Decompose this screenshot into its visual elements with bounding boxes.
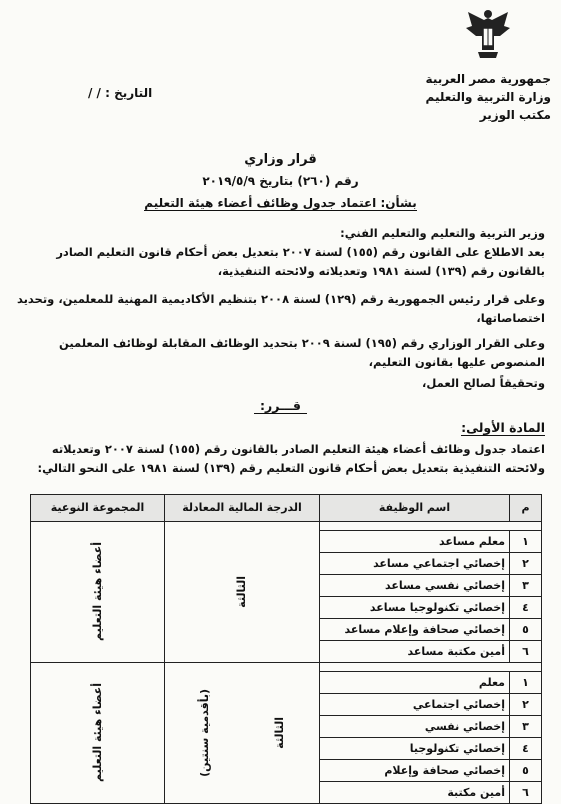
group2-grade-note: (بأقدمية سنتين) [197, 689, 211, 777]
header-group: المجموعة النوعية [31, 495, 165, 522]
group2-group-cell [31, 663, 165, 804]
article-one-label: المادة الأولى: [461, 420, 545, 435]
row-job: إخصائي تكنولوجيا مساعد [320, 597, 510, 619]
row-job: إخصائي صحافة وإعلام مساعد [320, 619, 510, 641]
row-job: معلم مساعد [320, 531, 510, 553]
header-num: م [510, 495, 542, 522]
row-num: ٦ [510, 641, 542, 663]
ministry-name: وزارة التربية والتعليم [425, 90, 551, 104]
decree-title: قرار وزاري [244, 152, 317, 167]
row-job: إخصائي نفسي [320, 716, 510, 738]
header-grade: الدرجة المالية المعادلة [165, 495, 320, 522]
eagle-emblem-icon [464, 6, 512, 68]
row-job: أمين مكتبة مساعد [320, 641, 510, 663]
row-num: ٣ [510, 716, 542, 738]
office-name: مكتب الوزير [479, 108, 551, 122]
group1-grade-cell [165, 522, 320, 663]
group2-grade-cell [165, 663, 320, 804]
row-num: ٢ [510, 694, 542, 716]
group1-group: أعضاء هيئة التعليم [90, 542, 104, 642]
group2-grade: الثالثة [272, 717, 286, 749]
row-job: إخصائي نفسي مساعد [320, 575, 510, 597]
row-job: إخصائي اجتماعي مساعد [320, 553, 510, 575]
date-field [88, 86, 152, 100]
preamble-ministerial: وعلى القرار الوزاري رقم (١٩٥) لسنة ٢٠٠٩ بتحديد الوظائف المقابلة لوظائف المعلمين المنصوص عليها بقانون التعليم، [58, 336, 545, 369]
article-one-text: اعتماد جدول وظائف أعضاء هيئة التعليم الصادر بالقانون رقم (١٥٥) لسنة ٢٠٠٧ وتعديلاته ولائحته التنفيذية بتعديل بعض أحكام قانون التعليم رقم (١٣٩) لسنة ١٩٨١ على النحو التالي: [37, 442, 545, 475]
jobs-table [30, 494, 542, 804]
decides-heading [0, 398, 561, 413]
group2-group: أعضاء هيئة التعليم [90, 683, 104, 783]
header-job-name: اسم الوظيفة [320, 495, 510, 522]
ministry-header [411, 70, 551, 124]
row-num: ١ [510, 672, 542, 694]
row-num: ٥ [510, 760, 542, 782]
table-header-row [31, 495, 542, 522]
row-job: إخصائي اجتماعي [320, 694, 510, 716]
row-num: ٥ [510, 619, 542, 641]
row-num: ١ [510, 531, 542, 553]
row-num: ٤ [510, 597, 542, 619]
decree-subject-text: بشأن: اعتماد جدول وظائف أعضاء هيئة التعليم [144, 196, 417, 210]
date-label: التاريخ : [105, 86, 153, 100]
row-num: ٣ [510, 575, 542, 597]
row-num: ٦ [510, 782, 542, 804]
country-name: جمهورية مصر العربية [425, 72, 551, 86]
row-num: ٢ [510, 553, 542, 575]
preamble-law: بعد الاطلاع على القانون رقم (١٥٥) لسنة ٢٠٠٧ بتعديل بعض أحكام قانون التعليم الصادر بالقانون رقم (١٣٩) لسنة ١٩٨١ وتعديلاته ولائحته التنفيذية، [56, 245, 545, 278]
row-num: ٤ [510, 738, 542, 760]
group1-group-cell [31, 522, 165, 663]
date-value: / / [88, 86, 101, 100]
row-job: معلم [320, 672, 510, 694]
row-job: إخصائي صحافة وإعلام [320, 760, 510, 782]
decree-number: رقم (٢٦٠) بتاريخ ٢٠١٩/٥/٩ [202, 174, 359, 188]
article-one-heading [461, 420, 545, 435]
decree-subject [0, 196, 561, 210]
group1-grade: الثالثة [235, 576, 248, 608]
row-job: أمين مكتبة [320, 782, 510, 804]
preamble-interest: وتحقيقاً لصالح العمل، [422, 376, 545, 390]
row-job: إخصائي تكنولوجيا [320, 738, 510, 760]
decides-label: قـــرر: [254, 398, 307, 414]
preamble-presidential: وعلى قرار رئيس الجمهورية رقم (١٢٩) لسنة ٢٠٠٨ بتنظيم الأكاديمية المهنية للمعلمين، وتحديد اختصاصاتها، [16, 292, 545, 325]
preamble-minister: وزير التربية والتعليم والتعليم الفني: [340, 226, 545, 240]
